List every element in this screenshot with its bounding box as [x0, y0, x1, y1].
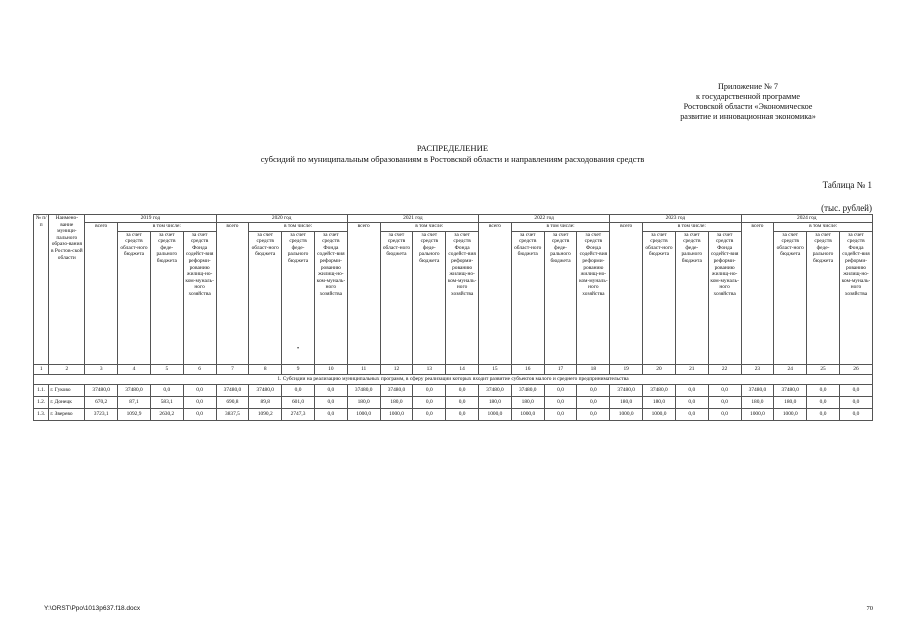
column-number: 9 — [282, 364, 315, 374]
header-total: всего — [741, 222, 774, 364]
appendix-line: развитие и инновационная экономика» — [680, 112, 816, 121]
distribution-table — [33, 214, 873, 421]
section-title: 1. Субсидии на реализацию муниципальных программ, в сферу реализации которых входит развитие субъектов малого и среднего предпринимательства — [34, 374, 873, 384]
value-cell: 1000,0 — [741, 408, 774, 420]
header-total: всего — [85, 222, 118, 364]
column-number: 3 — [85, 364, 118, 374]
header-source: за счет средств Фонда содейст-вия реформи-рованию жилищ-но-ком-муналь-ного хозяйства — [577, 231, 610, 364]
value-cell: 2630,2 — [150, 408, 183, 420]
footer-page-number: 70 — [866, 605, 873, 612]
value-cell: 37480,0 — [85, 384, 118, 396]
value-cell: 0,0 — [807, 408, 840, 420]
table-row — [34, 408, 873, 420]
value-cell: 0,0 — [413, 384, 446, 396]
column-number: 23 — [741, 364, 774, 374]
units-label: (тыс. рублей) — [821, 203, 872, 213]
value-cell: 670,2 — [85, 396, 118, 408]
value-cell: 180,0 — [741, 396, 774, 408]
row-number: 1.1. — [34, 384, 49, 396]
value-cell: 0,0 — [544, 384, 577, 396]
section-row — [34, 374, 873, 384]
appendix-block — [628, 82, 868, 122]
header-source: за счет средств област-ного бюджета — [380, 231, 413, 364]
header-year: 2021 год — [347, 215, 478, 223]
column-number: 8 — [249, 364, 282, 374]
value-cell: 690,8 — [216, 396, 249, 408]
value-cell: 37480,0 — [643, 384, 676, 396]
column-number: 20 — [643, 364, 676, 374]
column-number: 13 — [413, 364, 446, 374]
value-cell: 0,0 — [839, 384, 872, 396]
document-subtitle: субсидий по муниципальным образованиям в Ростовской области и направлениям расходования средств — [260, 154, 645, 164]
value-cell: 0,0 — [807, 396, 840, 408]
row-number: 1.2. — [34, 396, 49, 408]
value-cell: 0,0 — [544, 408, 577, 420]
column-number: 7 — [216, 364, 249, 374]
municipality-name: г. Зверево — [49, 408, 85, 420]
value-cell: 0,0 — [577, 384, 610, 396]
value-cell: 0,0 — [314, 396, 347, 408]
value-cell: 0,0 — [446, 384, 479, 396]
column-numbers-row — [34, 364, 873, 374]
header-source: за счет средств феде-рального бюджета — [413, 231, 446, 364]
header-source: за счет средств феде-рального бюджета — [544, 231, 577, 364]
value-cell: 601,0 — [282, 396, 315, 408]
value-cell: 0,0 — [413, 408, 446, 420]
header-year: 2023 год — [610, 215, 741, 223]
value-cell: 0,0 — [183, 396, 216, 408]
value-cell: 180,0 — [774, 396, 807, 408]
value-cell: 3837,5 — [216, 408, 249, 420]
document-heading — [0, 143, 905, 165]
value-cell: 87,1 — [118, 396, 151, 408]
value-cell: 37480,0 — [774, 384, 807, 396]
header-total: всего — [216, 222, 249, 364]
header-source: за счет средств област-ного бюджета — [511, 231, 544, 364]
header-year: 2024 год — [741, 215, 872, 223]
value-cell: 180,0 — [610, 396, 643, 408]
appendix-line: к государственной программе — [695, 92, 801, 101]
value-cell: 37480,0 — [216, 384, 249, 396]
header-num: № п/п — [34, 215, 49, 365]
column-number: 18 — [577, 364, 610, 374]
column-number: 21 — [675, 364, 708, 374]
column-number: 26 — [839, 364, 872, 374]
header-incl: в том числе: — [118, 222, 216, 231]
column-number: 15 — [479, 364, 512, 374]
value-cell: 0,0 — [183, 384, 216, 396]
value-cell: 1000,0 — [774, 408, 807, 420]
table-row — [34, 384, 873, 396]
value-cell: 37480,0 — [347, 384, 380, 396]
header-total: всего — [610, 222, 643, 364]
value-cell: 37480,0 — [249, 384, 282, 396]
value-cell: 89,8 — [249, 396, 282, 408]
header-incl: в том числе: — [511, 222, 609, 231]
value-cell: 0,0 — [577, 408, 610, 420]
value-cell: 0,0 — [839, 408, 872, 420]
column-number: 1 — [34, 364, 49, 374]
table-row — [34, 396, 873, 408]
header-source: за счет средств феде-рального бюджета — [807, 231, 840, 364]
column-number: 5 — [150, 364, 183, 374]
appendix-line: Ростовской области «Экономическое — [683, 102, 813, 111]
value-cell: 0,0 — [314, 384, 347, 396]
column-number: 24 — [774, 364, 807, 374]
value-cell: 0,0 — [446, 408, 479, 420]
value-cell: 0,0 — [839, 396, 872, 408]
header-source: за счет средств феде-рального бюджета — [282, 231, 315, 364]
header-year: 2019 год — [85, 215, 216, 223]
header-total: всего — [479, 222, 512, 364]
value-cell: 3723,1 — [85, 408, 118, 420]
column-number: 12 — [380, 364, 413, 374]
value-cell: 0,0 — [708, 396, 741, 408]
value-cell: 1000,0 — [610, 408, 643, 420]
value-cell: 1000,0 — [643, 408, 676, 420]
header-incl: в том числе: — [380, 222, 478, 231]
stray-mark: • — [297, 346, 300, 352]
column-number: 6 — [183, 364, 216, 374]
header-total: всего — [347, 222, 380, 364]
value-cell: 2747,3 — [282, 408, 315, 420]
header-incl: в том числе: — [249, 222, 347, 231]
header-source: за счет средств Фонда содейст-вия реформи-рованию жилищ-но-ком-муналь-ного хозяйства — [708, 231, 741, 364]
value-cell: 37480,0 — [511, 384, 544, 396]
value-cell: 0,0 — [577, 396, 610, 408]
value-cell: 0,0 — [282, 384, 315, 396]
row-number: 1.3. — [34, 408, 49, 420]
column-number: 10 — [314, 364, 347, 374]
header-year: 2020 год — [216, 215, 347, 223]
header-incl: в том числе: — [774, 222, 873, 231]
value-cell: 0,0 — [544, 396, 577, 408]
column-number: 19 — [610, 364, 643, 374]
column-number: 17 — [544, 364, 577, 374]
value-cell: 1000,0 — [347, 408, 380, 420]
header-source: за счет средств Фонда содейст-вия реформи-рованию жилищ-но-ком-муналь-ного хозяйства — [183, 231, 216, 364]
value-cell: 0,0 — [446, 396, 479, 408]
value-cell: 37480,0 — [479, 384, 512, 396]
value-cell: 37480,0 — [610, 384, 643, 396]
value-cell: 0,0 — [150, 384, 183, 396]
header-source: за счет средств Фонда содейст-вия реформи-рованию жилищ-но-ком-муналь-ного хозяйства — [446, 231, 479, 364]
value-cell: 0,0 — [314, 408, 347, 420]
header-row-years — [34, 215, 873, 223]
value-cell: 0,0 — [708, 384, 741, 396]
value-cell: 1000,0 — [479, 408, 512, 420]
column-number: 11 — [347, 364, 380, 374]
header-name: Наимено-вание муници-пального образо-вания в Ростов-ской области — [49, 215, 85, 365]
column-number: 22 — [708, 364, 741, 374]
column-number: 16 — [511, 364, 544, 374]
value-cell: 180,0 — [380, 396, 413, 408]
column-number: 4 — [118, 364, 151, 374]
value-cell: 0,0 — [183, 408, 216, 420]
value-cell: 0,0 — [675, 396, 708, 408]
header-source: за счет средств област-ного бюджета — [643, 231, 676, 364]
value-cell: 1090,2 — [249, 408, 282, 420]
value-cell: 37480,0 — [118, 384, 151, 396]
municipality-name: г. Донецк — [49, 396, 85, 408]
header-source: за счет средств Фонда содейст-вия реформи-рованию жилищ-но-ком-муналь-ного хозяйства — [314, 231, 347, 364]
value-cell: 0,0 — [675, 384, 708, 396]
header-source: за счет средств област-ного бюджета — [774, 231, 807, 364]
value-cell: 180,0 — [511, 396, 544, 408]
value-cell: 0,0 — [708, 408, 741, 420]
header-source: за счет средств Фонда содейст-вия реформи-рованию жилищ-но-ком-муналь-ного хозяйства — [839, 231, 872, 364]
value-cell: 37480,0 — [380, 384, 413, 396]
appendix-line: Приложение № 7 — [718, 82, 778, 91]
header-source: за счет средств феде-рального бюджета — [150, 231, 183, 364]
value-cell: 0,0 — [675, 408, 708, 420]
header-source: за счет средств феде-рального бюджета — [675, 231, 708, 364]
value-cell: 1000,0 — [380, 408, 413, 420]
header-incl: в том числе: — [643, 222, 741, 231]
header-year: 2022 год — [479, 215, 610, 223]
value-cell: 583,1 — [150, 396, 183, 408]
footer-file-path: Y:\ORST\Ppo\1013p637.f18.docx — [44, 605, 141, 612]
value-cell: 180,0 — [643, 396, 676, 408]
table-number: Таблица № 1 — [822, 180, 872, 190]
column-number: 2 — [49, 364, 85, 374]
value-cell: 180,0 — [479, 396, 512, 408]
value-cell: 180,0 — [347, 396, 380, 408]
value-cell: 37480,0 — [741, 384, 774, 396]
header-row-total — [34, 222, 873, 231]
header-source: за счет средств област-ного бюджета — [249, 231, 282, 364]
column-number: 25 — [807, 364, 840, 374]
column-number: 14 — [446, 364, 479, 374]
value-cell: 0,0 — [413, 396, 446, 408]
header-source: за счет средств област-ного бюджета — [118, 231, 151, 364]
document-title: РАСПРЕДЕЛЕНИЕ — [416, 143, 489, 153]
value-cell: 1000,0 — [511, 408, 544, 420]
value-cell: 0,0 — [807, 384, 840, 396]
value-cell: 1092,9 — [118, 408, 151, 420]
municipality-name: г. Гуково — [49, 384, 85, 396]
